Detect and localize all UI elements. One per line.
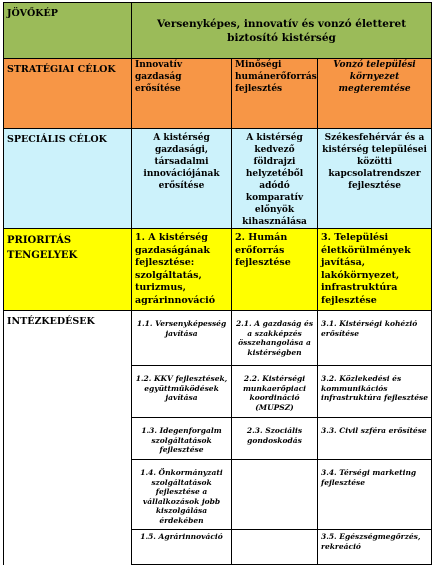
measures-label: INTÉZKEDÉSEK — [4, 311, 132, 565]
priority-label-line1: PRIORITÁS — [7, 235, 72, 246]
special-row — [4, 129, 432, 229]
special-goal-2: A kistérség kedvező földrajzi helyzetéből adódó komparatív előnyök kihasználása — [232, 129, 318, 229]
priority-axis-1: 1. A kistérség gazdaságának fejlesztése: szolgáltatás, turizmus, agrárinnováció — [132, 229, 232, 311]
vision-text: Versenyképes, innovatív és vonzó életteret biztosító kistérség — [132, 3, 432, 59]
measure-3-4: 3.4. Térségi marketing fejlesztése — [318, 460, 432, 530]
priority-label — [4, 229, 132, 311]
strategic-goal-2: Minőségi humánerőforrás fejlesztés — [232, 59, 318, 129]
measure-1-2: 1.2. KKV fejlesztések, együttműködések javítása — [132, 366, 232, 418]
strategy-table-wrapper — [3, 2, 431, 564]
vision-label: JÖVŐKÉP — [4, 3, 132, 59]
measure-2-2: 2.2. Kistérségi munkaerőpiaci koordináció (MUPSZ) — [232, 366, 318, 418]
measure-1-1: 1.1. Versenyképesség javítása — [132, 311, 232, 366]
measure-2-3: 2.3. Szociális gondoskodás — [232, 418, 318, 460]
strategic-goal-1: Innovatív gazdaság erősítése — [132, 59, 232, 129]
vision-row — [4, 3, 432, 59]
measure-2-5 — [232, 530, 318, 565]
priority-axis-2: 2. Humán erőforrás fejlesztése — [232, 229, 318, 311]
special-goal-3: Székesfehérvár és a kistérség települései közötti kapcsolatrendszer fejlesztése — [318, 129, 432, 229]
priority-label-line2: TENGELYEK — [7, 250, 78, 261]
special-label: SPECIÁLIS CÉLOK — [4, 129, 132, 229]
strategic-label: STRATÉGIAI CÉLOK — [4, 59, 132, 129]
strategy-table — [3, 2, 432, 565]
measure-3-5: 3.5. Egészségmegőrzés, rekreáció — [318, 530, 432, 565]
measure-2-4 — [232, 460, 318, 530]
measure-3-1: 3.1. Kistérségi kohézió erősítése — [318, 311, 432, 366]
strategic-goal-3: Vonzó települési környezet megteremtése — [318, 59, 432, 129]
strategic-row — [4, 59, 432, 129]
measure-1-5: 1.5. Agrárinnováció — [132, 530, 232, 565]
priority-row — [4, 229, 432, 311]
measure-2-1: 2.1. A gazdaság és a szakképzés összehangolása a kistérségben — [232, 311, 318, 366]
priority-axis-3: 3. Települési életkörülmények javítása, lakókörnyezet, infrastruktúra fejlesztése — [318, 229, 432, 311]
measure-1-3: 1.3. Idegenforgalm szolgáltatások fejlesztése — [132, 418, 232, 460]
measure-3-2: 3.2. Közlekedési és kommunikációs infrastruktúra fejlesztése — [318, 366, 432, 418]
special-goal-1: A kistérség gazdasági, társadalmi innovációjának erősítése — [132, 129, 232, 229]
measures-row-1 — [4, 311, 432, 366]
measure-3-3: 3.3. Civil szféra erősítése — [318, 418, 432, 460]
measure-1-4: 1.4. Önkormányzati szolgáltatások fejlesztése a vállalkozások jobb kiszolgálása érdekében — [132, 460, 232, 530]
